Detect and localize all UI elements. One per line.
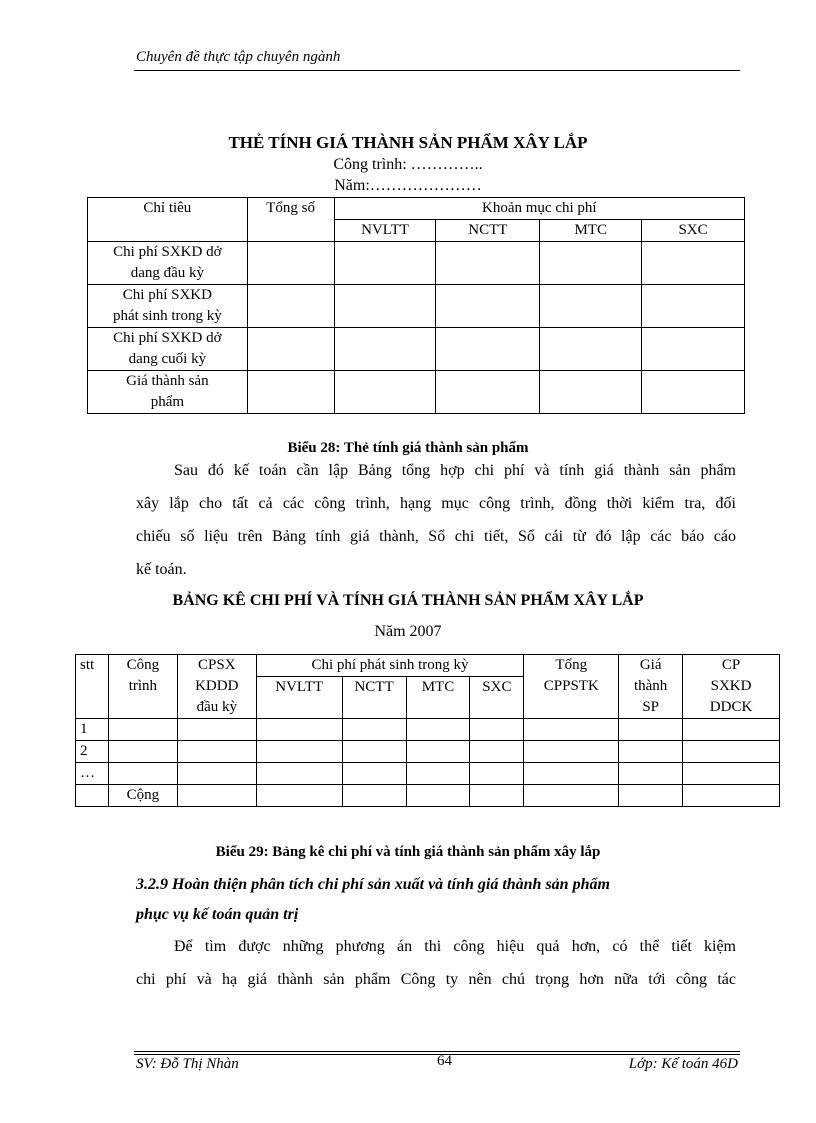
row-label: Chi phí SXKD dở dang cuối kỳ <box>88 328 248 371</box>
paragraph-line: xây lắp cho tất cả các công trình, hạng mục công trình, đồng thời kiểm tra, đối <box>136 495 736 512</box>
col-header-cong-trinh: Công trình <box>108 655 177 719</box>
col-header-mtc: MTC <box>406 677 470 719</box>
table-row <box>76 741 780 763</box>
table-row <box>88 371 745 414</box>
table1-title: THẺ TÍNH GIÁ THÀNH SẢN PHẨM XÂY LẮP <box>228 133 588 152</box>
col-header-tong: Tổng CPPSTK <box>524 655 619 719</box>
footer-class: Lớp: Kế toán 46D <box>628 1056 738 1072</box>
table-row <box>88 242 745 285</box>
table-row <box>76 763 780 785</box>
total-label: Cộng <box>108 785 177 807</box>
table-row <box>76 719 780 741</box>
table2-title: BẢNG KÊ CHI PHÍ VÀ TÍNH GIÁ THÀNH SẢN PHẨM XÂY LẮP <box>172 592 644 609</box>
footer-student: SV: Đỗ Thị Nhàn <box>136 1056 239 1072</box>
col-header-chi-tieu: Chỉ tiêu <box>88 198 248 242</box>
col-header-sxc: SXC <box>470 677 524 719</box>
table-row-total <box>76 785 780 807</box>
cost-summary-table <box>75 654 780 807</box>
row-stt: 2 <box>76 741 109 763</box>
col-header-sxc: SXC <box>642 220 745 242</box>
col-header-tong-so: Tổng số <box>247 198 334 242</box>
paragraph-2 <box>136 930 736 996</box>
col-header-nvltt: NVLTT <box>334 220 436 242</box>
table-row <box>88 285 745 328</box>
footer-rule <box>134 1051 740 1052</box>
col-header-nctt: NCTT <box>342 677 406 719</box>
table1-year: Năm:………………… <box>334 177 482 194</box>
page-header: Chuyên đề thực tập chuyên ngành <box>136 49 341 65</box>
col-header-cpsx: CPSX KDDD đầu kỳ <box>177 655 256 719</box>
col-header-gia-thanh: Giá thành SP <box>619 655 683 719</box>
col-header-nvltt: NVLTT <box>256 677 342 719</box>
paragraph-line: Sau đó kế toán cần lập Bảng tổng hợp chi phí và tính giá thành sản phẩm <box>174 462 736 479</box>
table-row <box>88 328 745 371</box>
paragraph-line: chiếu số liệu trên Bảng tính giá thành, Sổ chi tiết, Sổ cái từ đó lập các báo cáo <box>136 528 736 545</box>
cost-card-table <box>87 197 745 414</box>
col-header-nctt: NCTT <box>436 220 540 242</box>
table2-caption: Biểu 29: Bảng kê chi phí và tính giá thành sản phẩm xây lắp <box>215 844 601 860</box>
page-number: 64 <box>437 1053 452 1069</box>
col-header-khoan-muc: Khoản mục chi phí <box>334 198 744 220</box>
col-header-stt: stt <box>76 655 109 719</box>
paragraph-line: Để tìm được những phương án thi công hiệu quả hơn, có thể tiết kiệm <box>174 938 736 955</box>
col-header-cp-ddck: CP SXKD DDCK <box>683 655 780 719</box>
header-rule <box>134 70 740 71</box>
row-label: Giá thành sản phẩm <box>88 371 248 414</box>
row-label: Chi phí SXKD phát sinh trong kỳ <box>88 285 248 328</box>
row-stt: 1 <box>76 719 109 741</box>
row-label: Chi phí SXKD dở dang đầu kỳ <box>88 242 248 285</box>
paragraph-line: kế toán. <box>136 561 187 578</box>
table1-caption: Biểu 28: Thẻ tính giá thành sản phẩm <box>287 440 529 456</box>
section-heading: 3.2.9 Hoàn thiện phân tích chi phí sản xuất và tính giá thành sản phẩm phục vụ kế toán quản trị <box>136 876 610 923</box>
col-header-phat-sinh: Chi phí phát sinh trong kỳ <box>256 655 524 677</box>
table2-year: Năm 2007 <box>374 623 442 640</box>
table1-project: Công trình: ………….. <box>333 156 483 173</box>
paragraph-line: chi phí và hạ giá thành sản phẩm Công ty nên chú trọng hơn nữa tới công tác <box>136 971 736 988</box>
paragraph-1 <box>136 454 736 586</box>
col-header-mtc: MTC <box>540 220 642 242</box>
row-stt: … <box>76 763 109 785</box>
